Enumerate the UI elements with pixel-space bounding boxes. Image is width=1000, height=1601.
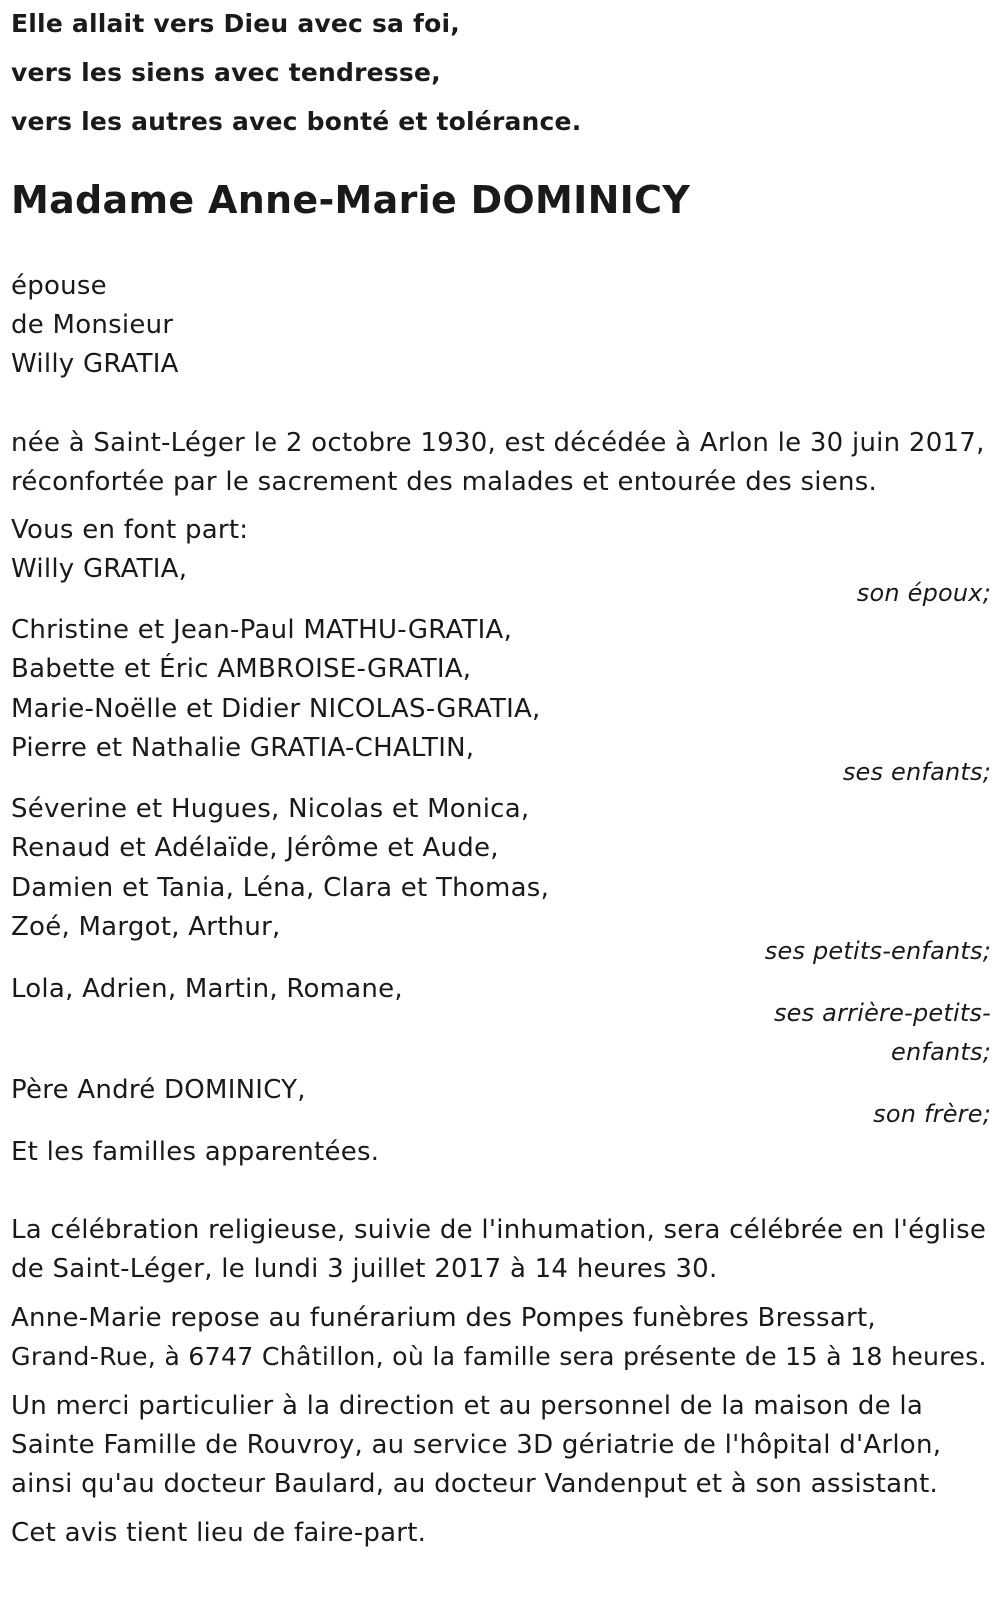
closing-note: Cet avis tient lieu de faire-part. — [11, 1518, 427, 1548]
paragraph-line: Grand-Rue, à 6747 Châtillon, où la famille sera présente de 15 à 18 heures. — [11, 1342, 987, 1371]
family-names: Christine et Jean-Paul MATHU-GRATIA, — [11, 615, 513, 645]
paragraph-line: Sainte Famille de Rouvroy, au service 3D gériatrie de l'hôpital d'Arlon, — [11, 1430, 942, 1460]
epigraph-line: vers les siens avec tendresse, — [11, 58, 441, 87]
family-names: Zoé, Margot, Arthur, — [11, 912, 281, 942]
family-names: Pierre et Nathalie GRATIA-CHALTIN, — [11, 733, 475, 763]
family-names: Willy GRATIA, — [11, 554, 188, 584]
spouse-line: de Monsieur — [11, 310, 174, 340]
epigraph-line: Elle allait vers Dieu avec sa foi, — [11, 9, 460, 38]
paragraph-line: Anne-Marie repose au funérarium des Pompes funèbres Bressart, — [11, 1303, 876, 1333]
spouse-line: épouse — [11, 271, 107, 301]
paragraph-line: de Saint-Léger, le lundi 3 juillet 2017 à 14 heures 30. — [11, 1254, 718, 1284]
family-relation: ses petits-enfants; — [764, 937, 991, 965]
family-relation: enfants; — [891, 1038, 991, 1066]
family-names: Damien et Tania, Léna, Clara et Thomas, — [11, 873, 550, 903]
family-relation: son frère; — [873, 1100, 991, 1128]
announcers-intro: Vous en font part: — [11, 515, 249, 545]
family-names: Babette et Éric AMBROISE-GRATIA, — [11, 654, 472, 684]
family-names: Renaud et Adélaïde, Jérôme et Aude, — [11, 833, 499, 863]
family-names: Marie-Noëlle et Didier NICOLAS-GRATIA, — [11, 694, 541, 724]
spouse-line: Willy GRATIA — [11, 349, 179, 379]
family-relation: ses enfants; — [842, 758, 991, 786]
paragraph-line: La célébration religieuse, suivie de l'inhumation, sera célébrée en l'église — [11, 1215, 987, 1245]
family-relation: ses arrière-petits- — [773, 999, 991, 1027]
paragraph-line: ainsi qu'au docteur Baulard, au docteur Vandenput et à son assistant. — [11, 1469, 939, 1499]
paragraph-line: Un merci particulier à la direction et au personnel de la maison de la — [11, 1391, 924, 1421]
family-relation: son époux; — [856, 579, 991, 607]
deceased-name: Madame Anne-Marie DOMINICY — [11, 178, 691, 222]
family-names: Père André DOMINICY, — [11, 1075, 306, 1105]
paragraph-line: réconfortée par le sacrement des malades et entourée des siens. — [11, 467, 878, 497]
related-families: Et les familles apparentées. — [11, 1137, 380, 1167]
family-names: Séverine et Hugues, Nicolas et Monica, — [11, 794, 530, 824]
family-names: Lola, Adrien, Martin, Romane, — [11, 974, 403, 1004]
epigraph-line: vers les autres avec bonté et tolérance. — [11, 107, 582, 136]
paragraph-line: née à Saint-Léger le 2 octobre 1930, est décédée à Arlon le 30 juin 2017, — [11, 428, 985, 458]
